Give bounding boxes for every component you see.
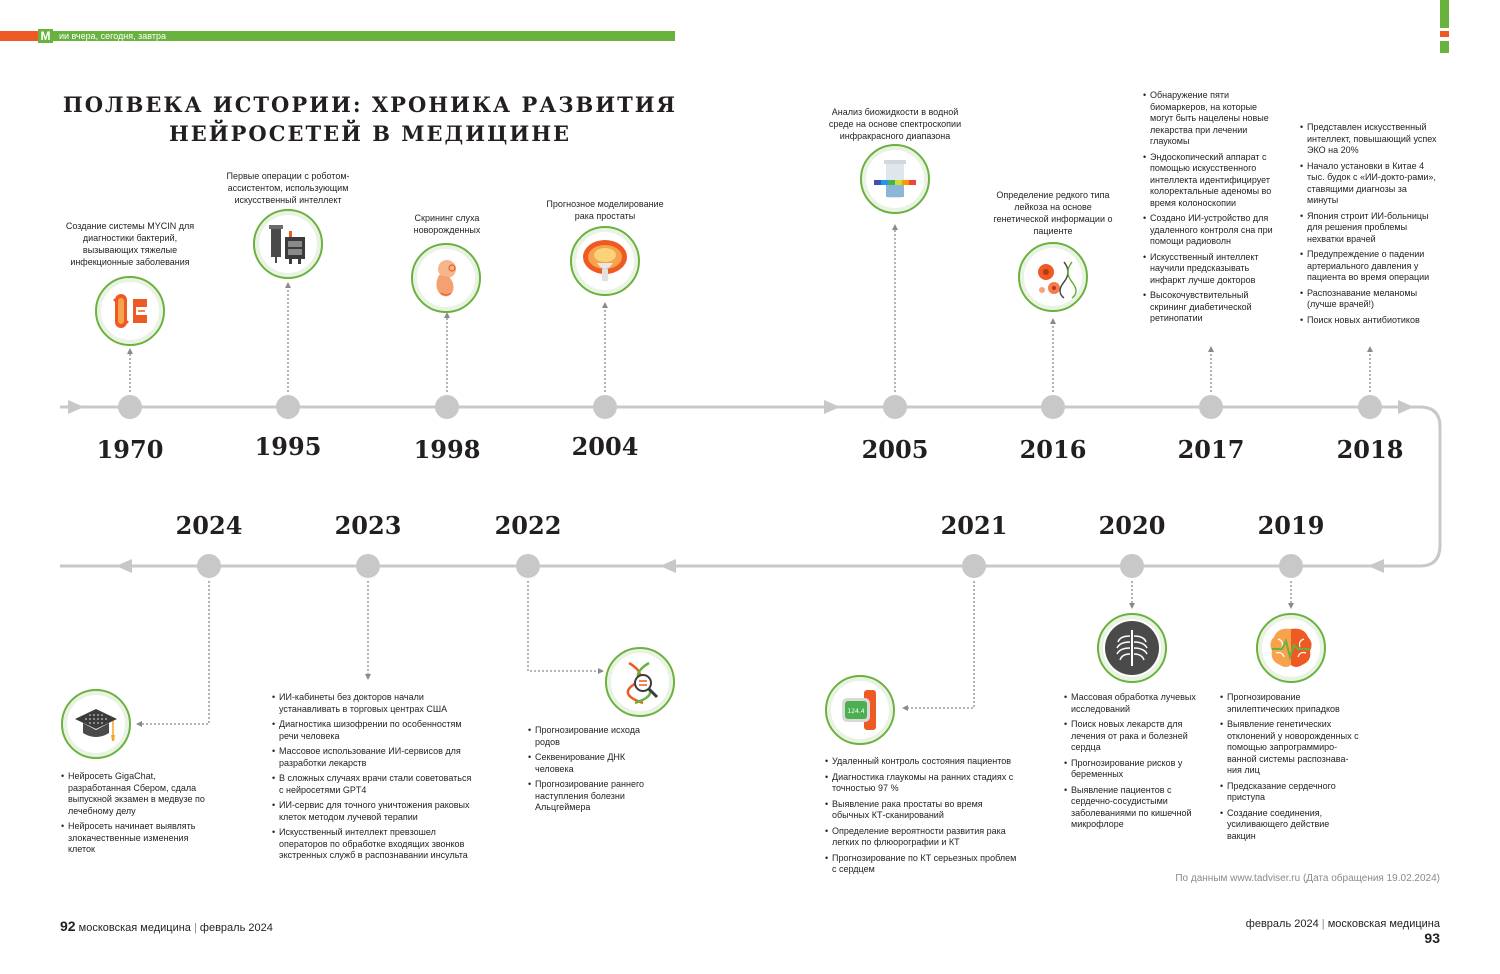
year-2023: 2023	[334, 511, 402, 540]
list-2023	[272, 692, 472, 866]
timeline-node-2019	[1279, 554, 1303, 578]
list-item: • Выявление рака простаты во время обычных КТ-сканирований	[825, 799, 1020, 822]
section-title: ии вчера, сегодня, завтра	[59, 31, 166, 41]
timeline-node-2017	[1199, 395, 1223, 419]
list-item: • Диагностика глаукомы на ранних стадиях с точностью 97 %	[825, 772, 1020, 795]
list-item: • Выявление пациентов с сердечно-сосудистыми заболеваниями по кишечной микрофлоре	[1064, 785, 1209, 831]
timeline-node-2018	[1358, 395, 1382, 419]
year-2021: 2021	[940, 511, 1008, 540]
list-item: • Высокочувствительный скрининг диабетической ретинопатии	[1143, 290, 1281, 325]
arrow-right-start	[68, 400, 84, 414]
page-title-line-1: ПОЛВЕКА ИСТОРИИ: ХРОНИКА РАЗВИТИЯ	[62, 92, 678, 117]
footer-date-right: февраль 2024	[1245, 918, 1319, 930]
page-number-right: 93	[1424, 930, 1440, 946]
year-1970: 1970	[96, 435, 164, 464]
list-item: • Прогнозирование по КТ серьезных проблем с сердцем	[825, 853, 1020, 876]
list-item: • Диагностика шизофрении по особенностям речи человека	[272, 719, 472, 742]
page-number-left: 92	[60, 918, 76, 934]
list-item: • ИИ-сервис для точного уничтожения раковых клеток методом лучевой терапии	[272, 800, 472, 823]
year-2019: 2019	[1257, 511, 1325, 540]
year-2020: 2020	[1098, 511, 1166, 540]
fetus-icon	[411, 243, 481, 313]
caption-1998: Скрининг слуха новорожденных	[413, 213, 481, 235]
list-item: • Создано ИИ-устройство для удаленного контроля сна при помощи радиоволн	[1143, 213, 1281, 248]
timeline-node-1970	[118, 395, 142, 419]
caption-1995: Первые операции с роботом-ассистентом, использующим искусственный интеллект	[226, 171, 350, 205]
graduation-cap-icon	[61, 689, 131, 759]
beaker-spectrum-icon	[860, 144, 930, 214]
list-item: • Прогнозирование раннего наступления болезни Альцгеймера	[528, 779, 658, 814]
list-item: • Прогнозирование эпилептических припадков	[1220, 692, 1360, 715]
footer-right: февраль 2024 | московская медицина 93	[1245, 918, 1440, 946]
year-2018: 2018	[1336, 435, 1404, 464]
list-item: • Распознавание меланомы (лучше врачей!)	[1300, 288, 1440, 311]
year-1998: 1998	[413, 435, 481, 464]
cells-dna-icon	[1018, 242, 1088, 312]
list-item: • Массовая обработка лучевых исследований	[1064, 692, 1209, 715]
list-2017	[1143, 90, 1281, 329]
list-item: • Искусственный интеллект научили предсказывать инфаркт лучше докторов	[1143, 252, 1281, 287]
year-1995: 1995	[254, 432, 322, 461]
footer-date-left: февраль 2024	[199, 922, 273, 934]
list-2024	[61, 771, 206, 860]
list-item: • Предупреждение о падении артериального давления у пациента во время операции	[1300, 249, 1440, 284]
lungs-xray-icon	[1097, 613, 1167, 683]
list-item: • Массовое использование ИИ-сервисов для разработки лекарств	[272, 746, 472, 769]
arrow-left-mid	[660, 559, 676, 573]
year-2016: 2016	[1019, 435, 1087, 464]
year-2004: 2004	[571, 432, 639, 461]
timeline-node-2016	[1041, 395, 1065, 419]
footer-left: 92 московская медицина | февраль 2024	[60, 918, 273, 934]
year-2022: 2022	[494, 511, 562, 540]
arrow-left-start	[1368, 559, 1384, 573]
caption-2004: Прогнозное моделирование рака простаты	[546, 199, 664, 221]
year-2005: 2005	[861, 435, 929, 464]
year-2017: 2017	[1177, 435, 1245, 464]
list-item: • Удаленный контроль состояния пациентов	[825, 756, 1020, 768]
timeline-node-1995	[276, 395, 300, 419]
list-item: • Нейросеть начинает выявлять злокачественные изменения клеток	[61, 821, 206, 856]
section-logo: М	[38, 29, 53, 43]
list-item: • Представлен искусственный интеллект, повышающий успех ЭКО на 20%	[1300, 122, 1440, 157]
list-item: • Определение вероятности развития рака легких по флюорографии и КТ	[825, 826, 1020, 849]
page-title-line-2: НЕЙРОСЕТЕЙ В МЕДИЦИНЕ	[168, 121, 572, 146]
list-item: • Выявление генетических отклонений у новорожденных с помощью запрограммиро-ванной системы распознава-ния лиц	[1220, 719, 1360, 777]
list-2020	[1064, 692, 1209, 835]
arrow-right-mid	[824, 400, 840, 414]
timeline-node-2022	[516, 554, 540, 578]
prostate-icon	[570, 226, 640, 296]
list-item: • ИИ-кабинеты без докторов начали устанавливать в торговых центрах США	[272, 692, 472, 715]
list-2022	[528, 725, 658, 818]
list-item: • Поиск новых антибиотиков	[1300, 315, 1440, 327]
timeline-node-1998	[435, 395, 459, 419]
caption-2005: Анализ биожидкости в водной среде на основе спектроскопии инфракрасного диапазона	[828, 107, 962, 141]
list-item: • Искусственный интеллект превзошел операторов по обработке входящих звонков экстренных служб в распознавании инсульта	[272, 827, 472, 862]
list-item: • Япония строит ИИ-больницы для решения проблемы нехватки врачей	[1300, 211, 1440, 246]
list-2018	[1300, 122, 1440, 330]
smartwatch-icon	[825, 675, 895, 745]
timeline-node-2023	[356, 554, 380, 578]
timeline-node-2024	[197, 554, 221, 578]
timeline-node-2005	[883, 395, 907, 419]
list-item: • Начало установки в Китае 4 тыс. будок с «ИИ-докто-рами», ставящими диагнозы за минуты	[1300, 161, 1440, 207]
watch-readout: 124.4	[847, 708, 865, 715]
list-2021	[825, 756, 1020, 880]
timeline-node-2021	[962, 554, 986, 578]
timeline-node-2004	[593, 395, 617, 419]
list-item: • Создание соединения, усиливающего действие вакцин	[1220, 808, 1360, 843]
timeline-connector	[1380, 407, 1440, 566]
list-item: • В сложных случаях врачи стали советоваться с нейросетями GPT4	[272, 773, 472, 796]
caption-2016: Определение редкого типа лейкоза на основе генетической информации о пациенте	[993, 190, 1113, 236]
list-item: • Прогнозирование исхода родов	[528, 725, 658, 748]
year-2024: 2024	[175, 511, 243, 540]
bacteria-icon	[95, 276, 165, 346]
footer-magazine-left: московская медицина	[78, 922, 191, 934]
list-item: • Предсказание сердечного приступа	[1220, 781, 1360, 804]
arrow-left-end	[116, 559, 132, 573]
surgical-robot-icon	[253, 209, 323, 279]
list-2019	[1220, 692, 1360, 846]
dna-search-icon	[605, 647, 675, 717]
source-note: По данным www.tadviser.ru (Дата обращения 19.02.2024)	[1175, 873, 1440, 884]
brain-pulse-icon	[1256, 613, 1326, 683]
timeline-node-2020	[1120, 554, 1144, 578]
list-item: • Секвенирование ДНК человека	[528, 752, 658, 775]
list-item: • Прогнозирование рисков у беременных	[1064, 758, 1209, 781]
list-item: • Нейросеть GigaChat, разработанная Сбером, сдала выпускной экзамен в медвузе по лечебному делу	[61, 771, 206, 817]
list-item: • Эндоскопический аппарат с помощью искусственного интеллекта идентифицирует колоректальные аденомы во время колоноскопии	[1143, 152, 1281, 210]
footer-magazine-right: московская медицина	[1327, 918, 1440, 930]
caption-1970: Создание системы MYCIN для диагностики бактерий, вызывающих тяжелые инфекционные заболевания	[65, 221, 195, 267]
arrow-right-end	[1398, 400, 1414, 414]
list-item: • Поиск новых лекарств для лечения от рака и болезней сердца	[1064, 719, 1209, 754]
list-item: • Обнаружение пяти биомаркеров, на которые могут быть нацелены новые лекарства при лечении глаукомы	[1143, 90, 1281, 148]
